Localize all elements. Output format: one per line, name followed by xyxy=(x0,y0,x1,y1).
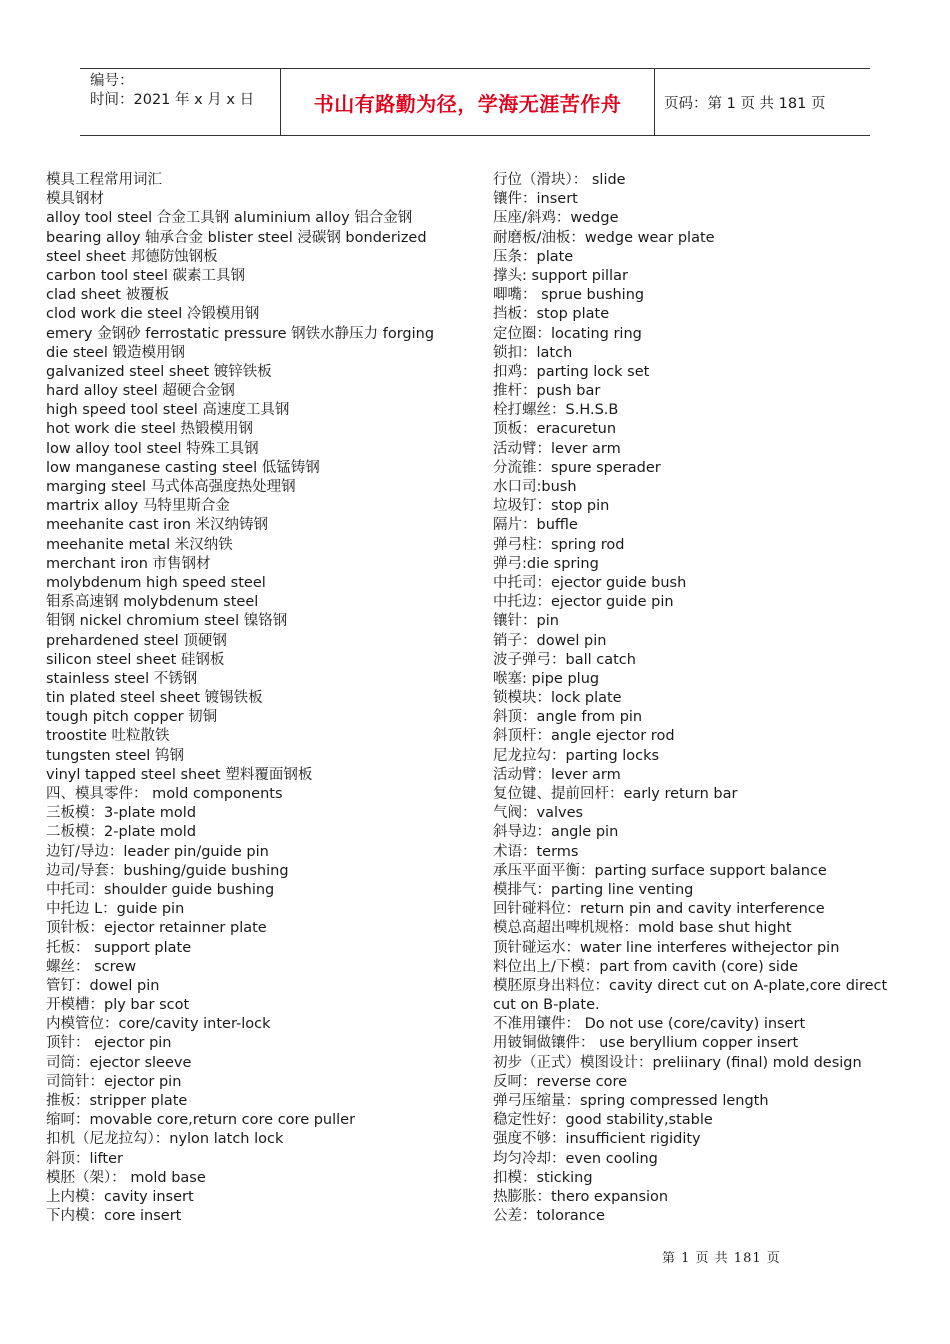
glossary-entry: 栓打螺丝：S.H.S.B xyxy=(493,402,619,419)
glossary-entry: 定位圈：locating ring xyxy=(493,325,642,342)
glossary-entry: low alloy tool steel 特殊工具钢 xyxy=(46,440,259,457)
glossary-entry: 术语：terms xyxy=(493,843,579,860)
glossary-entry: 活动臂：lever arm xyxy=(493,440,621,457)
glossary-entry: 承压平面平衡：parting surface support balance xyxy=(493,862,827,879)
glossary-entry: 初步（正式）模图设计：preliinary (final) mold design xyxy=(493,1054,862,1071)
glossary-entry: 压条：plate xyxy=(493,248,574,265)
glossary-entry: 顶针板：ejector retainner plate xyxy=(46,920,267,937)
glossary-entry: 活动臂：lever arm xyxy=(493,766,621,783)
glossary-entry: 中托边：ejector guide pin xyxy=(493,594,674,611)
glossary-entry: alloy tool steel 合金工具钢 aluminium alloy 铝合金钢 xyxy=(46,210,413,227)
glossary-entry: meehanite cast iron 米汉纳铸钢 xyxy=(46,517,269,534)
glossary-entry: 镶件：insert xyxy=(493,191,578,208)
glossary-entry: 镶针：pin xyxy=(493,613,559,630)
glossary-entry: troostite 吐粒散铁 xyxy=(46,728,170,745)
glossary-entry: 扣模：sticking xyxy=(493,1169,593,1186)
glossary-entry: 不准用镶件： Do not use (core/cavity) insert xyxy=(493,1016,806,1033)
glossary-entry: 模胚原身出料位：cavity direct cut on A-plate,core direct cut on B-plate. xyxy=(493,977,888,1014)
glossary-entry: bearing alloy 轴承合金 blister steel 浸碳钢 bonderized xyxy=(46,229,427,246)
glossary-entry: 中托边 L：guide pin xyxy=(46,901,185,918)
glossary-left-column xyxy=(46,171,456,1226)
glossary-entry: 四、模具零件： mold components xyxy=(46,786,283,802)
glossary-entry: 推板：stripper plate xyxy=(46,1093,188,1109)
glossary-entry: 内模管位：core/cavity inter-lock xyxy=(46,1016,271,1033)
glossary-entry: 模具工程常用词汇 xyxy=(46,172,162,188)
glossary-entry: stainless steel 不锈钢 xyxy=(46,670,198,687)
glossary-entry: 边司/导套：bushing/guide bushing xyxy=(46,862,289,879)
glossary-entry: merchant iron 市售钢材 xyxy=(46,555,211,572)
glossary-entry: 斜顶：lifter xyxy=(46,1150,123,1167)
glossary-entry: 强度不够：insufficient rigidity xyxy=(493,1131,701,1148)
glossary-entry: 锁模块：lock plate xyxy=(493,690,622,707)
glossary-entry: 喉塞: pipe plug xyxy=(493,670,600,687)
glossary-entry: 中托司：ejector guide bush xyxy=(493,574,687,591)
header-page-number: 页码：第 1 页 共 181 页 xyxy=(664,95,826,112)
glossary-entry: 唧嘴： sprue bushing xyxy=(493,287,645,304)
glossary-entry: 模排气：parting line venting xyxy=(493,881,694,898)
glossary-entry: silicon steel sheet 硅钢板 xyxy=(46,651,225,668)
glossary-entry: 二板模：2-plate mold xyxy=(46,824,197,841)
glossary-entry: 行位（滑块）： slide xyxy=(493,172,626,188)
glossary-entry: 热膨胀：thero expansion xyxy=(493,1188,669,1205)
glossary-entry: tough pitch copper 韧铜 xyxy=(46,709,218,726)
glossary-entry: 稳定性好：good stability,stable xyxy=(493,1112,713,1129)
glossary-entry: 司筒：ejector sleeve xyxy=(46,1054,192,1071)
glossary-entry: high speed tool steel 高速度工具钢 xyxy=(46,402,290,419)
glossary-entry: 边钉/导边：leader pin/guide pin xyxy=(46,843,269,860)
glossary-entry: 下内模：core insert xyxy=(46,1208,182,1225)
glossary-entry: 用铍铜做镶件： use beryllium copper insert xyxy=(493,1035,799,1052)
page-header xyxy=(80,68,870,136)
glossary-entry: clad sheet 被覆板 xyxy=(46,287,170,304)
glossary-entry: 钼系高速钢 molybdenum steel xyxy=(46,594,259,611)
glossary-entry: 开模槽：ply bar scot xyxy=(46,997,190,1014)
glossary-entry: 弹弓压缩量：spring compressed length xyxy=(493,1093,769,1110)
glossary-entry: hard alloy steel 超硬合金钢 xyxy=(46,383,235,400)
glossary-entry: 缩呵：movable core,return core core puller xyxy=(46,1112,356,1129)
glossary-entry: 撑头: support pillar xyxy=(493,267,628,284)
glossary-entry: 公差：tolorance xyxy=(493,1208,605,1225)
glossary-entry: molybdenum high speed steel xyxy=(46,574,266,591)
glossary-entry: clod work die steel 冷锻模用钢 xyxy=(46,306,260,323)
header-meta xyxy=(80,69,281,135)
glossary-entry: 扣机（尼龙拉勾）：nylon latch lock xyxy=(46,1131,284,1148)
glossary-entry: vinyl tapped steel sheet 塑料覆面钢板 xyxy=(46,766,313,783)
glossary-entry: 分流锥：spure sperader xyxy=(493,459,661,476)
header-motto: 书山有路勤为径，学海无涯苦作舟 xyxy=(281,69,655,135)
glossary-entry: tungsten steel 钨钢 xyxy=(46,747,184,764)
glossary-entry: 模具钢材 xyxy=(46,191,104,208)
glossary-entry: 模胚（架）： mold base xyxy=(46,1169,206,1186)
page-footer: 第 1 页 共 181 页 xyxy=(662,1251,781,1266)
glossary-entry: 销子：dowel pin xyxy=(493,632,607,649)
glossary-entry: 中托司：shoulder guide bushing xyxy=(46,881,275,898)
glossary-entry: die steel 锻造模用钢 xyxy=(46,344,185,361)
glossary-entry: 司筒针：ejector pin xyxy=(46,1073,182,1090)
glossary-entry: 尼龙拉勾：parting locks xyxy=(493,747,660,764)
glossary-entry: 三板模：3-plate mold xyxy=(46,805,197,822)
glossary-entry: 管钉：dowel pin xyxy=(46,977,160,994)
glossary-entry: 斜顶：angle from pin xyxy=(493,709,643,726)
glossary-entry: 钼钢 nickel chromium steel 镍铬钢 xyxy=(46,613,288,630)
glossary-entry: meehanite metal 米汉纳铁 xyxy=(46,536,233,553)
glossary-entry: steel sheet 邦德防蚀钢板 xyxy=(46,248,218,265)
glossary-entry: 顶针碰运水：water line interferes withejector pin xyxy=(493,939,840,956)
glossary-entry: 上内模：cavity insert xyxy=(46,1188,194,1205)
glossary-entry: 斜顶杆：angle ejector rod xyxy=(493,728,675,745)
glossary-entry: galvanized steel sheet 镀锌铁板 xyxy=(46,363,272,380)
glossary-entry: 压座/斜鸡：wedge xyxy=(493,210,619,227)
glossary-entry: 料位出上/下模：part from cavith (core) side xyxy=(493,958,799,975)
glossary-entry: 水口司:bush xyxy=(493,479,577,495)
glossary-entry: emery 金钢砂 ferrostatic pressure 钢铁水静压力 forging xyxy=(46,325,435,342)
glossary-entry: tin plated steel sheet 镀锡铁板 xyxy=(46,690,263,707)
glossary-entry: hot work die steel 热锻模用钢 xyxy=(46,421,254,438)
glossary-entry: 扣鸡：parting lock set xyxy=(493,363,650,380)
glossary-entry: 弹弓:die spring xyxy=(493,555,599,572)
glossary-entry: 垃圾钉：stop pin xyxy=(493,498,610,515)
glossary-entry: 推杆：push bar xyxy=(493,383,601,400)
glossary-entry: 螺丝： screw xyxy=(46,958,137,975)
glossary-entry: 波子弹弓：ball catch xyxy=(493,651,636,668)
glossary-entry: 斜导边：angle pin xyxy=(493,824,619,841)
glossary-entry: 耐磨板/油板：wedge wear plate xyxy=(493,229,715,246)
glossary-entry: low manganese casting steel 低锰铸钢 xyxy=(46,459,320,476)
glossary-entry: 反呵：reverse core xyxy=(493,1073,628,1090)
glossary-entry: martrix alloy 马特里斯合金 xyxy=(46,498,230,515)
glossary-entry: 均匀冷却：even cooling xyxy=(493,1150,658,1167)
glossary-right-column xyxy=(493,171,893,1226)
glossary-entry: 隔片：buffle xyxy=(493,517,578,534)
glossary-entry: marging steel 马式体高强度热处理钢 xyxy=(46,479,296,495)
glossary-entry: 顶针： ejector pin xyxy=(46,1035,172,1052)
glossary-entry: carbon tool steel 碳素工具钢 xyxy=(46,267,245,284)
glossary-entry: 复位键、提前回杆：early return bar xyxy=(493,786,738,802)
glossary-entry: 挡板：stop plate xyxy=(493,306,610,323)
glossary-entry: 回针碰料位：return pin and cavity interference xyxy=(493,901,825,918)
document-date-label: 时间：2021 年 x 月 x 日 xyxy=(90,92,255,108)
glossary-entry: 模总高超出啤机规格：mold base shut hight xyxy=(493,920,792,937)
glossary-entry: 气阀：valves xyxy=(493,805,584,822)
glossary-entry: 托板： support plate xyxy=(46,939,192,956)
document-number-label: 编号： xyxy=(90,73,134,89)
glossary-entry: 顶板：eracuretun xyxy=(493,421,617,438)
glossary-entry: 锁扣：latch xyxy=(493,344,573,361)
glossary-entry: 弹弓柱：spring rod xyxy=(493,536,625,553)
glossary-entry: prehardened steel 顶硬钢 xyxy=(46,632,227,649)
